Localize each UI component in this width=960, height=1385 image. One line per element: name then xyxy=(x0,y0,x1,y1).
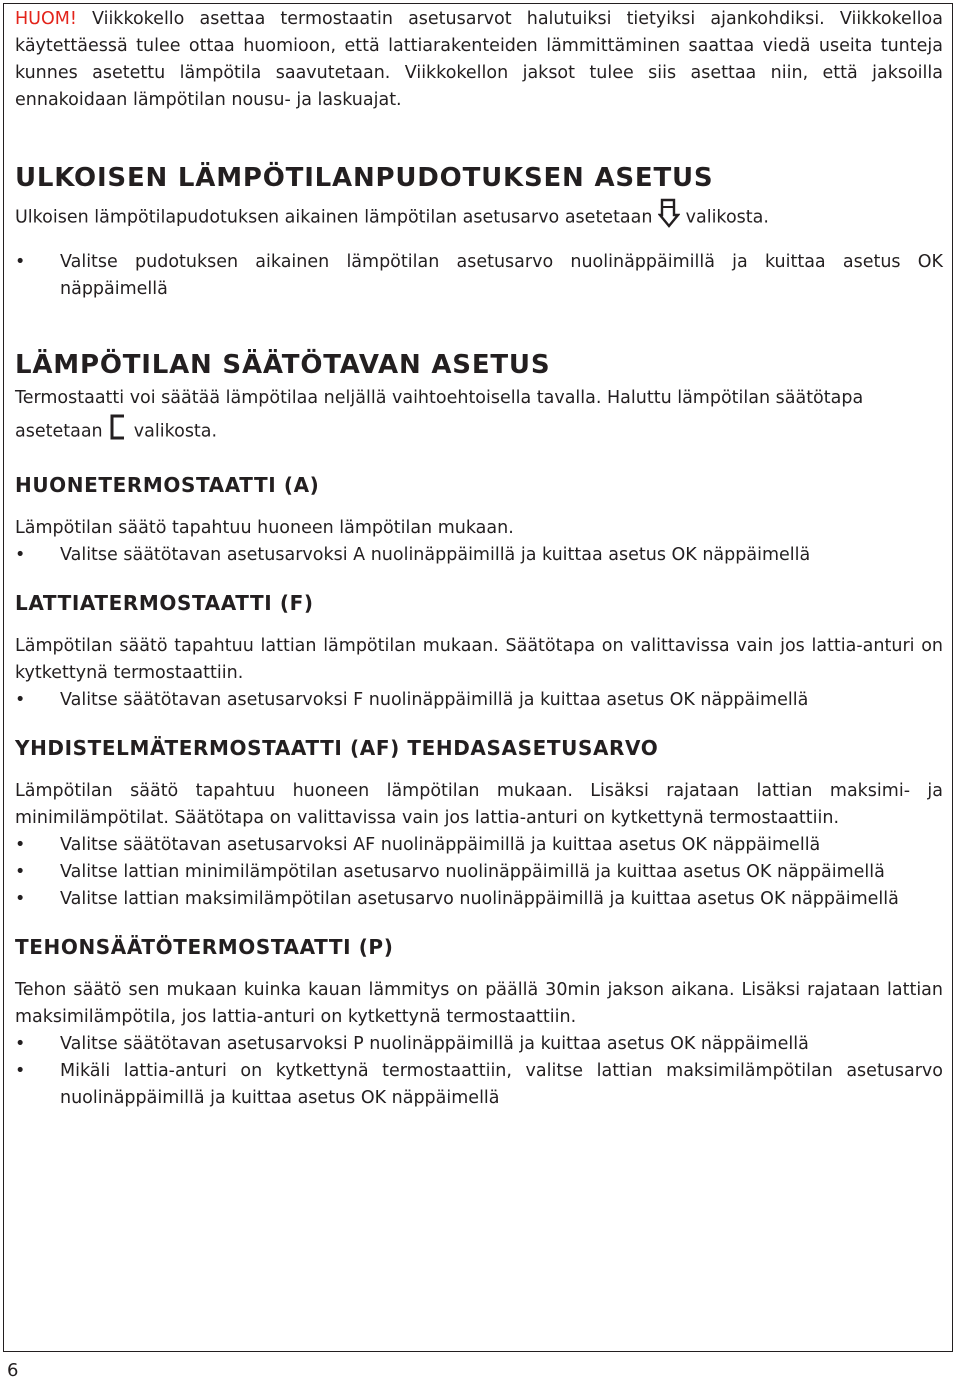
list-item: • Valitse säätötavan asetusarvoksi P nuolinäppäimillä ja kuittaa asetus OK näppäimellä xyxy=(15,1031,943,1058)
intro-paragraph xyxy=(15,6,943,114)
external-drop-text xyxy=(15,198,943,237)
segment-display-down-icon xyxy=(658,198,680,237)
mode-heading-f: LATTIATERMOSTAATTI (F) xyxy=(15,591,314,615)
warning-label: HUOM! xyxy=(15,9,77,29)
control-mode-text-before: Termostaatti voi säätää lämpötilaa neljällä vaihtoehtoisella tavalla. Haluttu lämpötilan säätötapa asetetaan xyxy=(15,388,864,442)
list-item: • Valitse lattian maksimilämpötilan asetusarvo nuolinäppäimillä ja kuittaa asetus OK näppäimellä xyxy=(15,886,943,913)
mode-p-text: Tehon säätö sen mukaan kuinka kauan lämmitys on päällä 30min jakson aikana. Lisäksi rajataan lattian maksimilämpötila, jos lattia-anturi on kytkettynä termostaattiin. xyxy=(15,980,943,1027)
list-item: • Valitse lattian minimilämpötilan asetusarvo nuolinäppäimillä ja kuittaa asetus OK näppäimellä xyxy=(15,859,943,886)
mode-heading-a: HUONETERMOSTAATTI (A) xyxy=(15,473,320,497)
mode-a-text: Lämpötilan säätö tapahtuu huoneen lämpötilan mukaan. xyxy=(15,518,514,538)
list-item: • Valitse säätötavan asetusarvoksi A nuolinäppäimillä ja kuittaa asetus OK näppäimellä xyxy=(15,542,943,569)
list-item: • Mikäli lattia-anturi on kytkettynä termostaattiin, valitse lattian maksimilämpötilan asetusarvo nuolinäppäimillä ja kuittaa asetus OK näppäimellä xyxy=(15,1058,943,1112)
segment-display-c-icon xyxy=(108,412,128,451)
mode-f-text: Lämpötilan säätö tapahtuu lattian lämpötilan mukaan. Säätötapa on valittavissa vain jos lattia-anturi on kytkettynä termostaattiin. xyxy=(15,636,943,683)
external-drop-text-before: Ulkoisen lämpötilapudotuksen aikainen lämpötilan asetusarvo asetetaan xyxy=(15,207,653,228)
section-heading-control-mode: LÄMPÖTILAN SÄÄTÖTAVAN ASETUS xyxy=(15,350,551,380)
mode-heading-af: YHDISTELMÄTERMOSTAATTI (AF) TEHDASASETUSARVO xyxy=(15,736,659,760)
list-item: • Valitse pudotuksen aikainen lämpötilan asetusarvo nuolinäppäimillä ja kuittaa asetus OK näppäimellä xyxy=(15,249,943,303)
list-item: • Valitse säätötavan asetusarvoksi AF nuolinäppäimillä ja kuittaa asetus OK näppäimellä xyxy=(15,832,943,859)
intro-text: Viikkokello asettaa termostaatin asetusarvot halutuiksi tietyiksi ajankohdiksi. Viikkokelloa käytettäessä tulee ottaa huomioon, että lattiarakenteiden lämmittäminen saattaa viedä useita tunteja kunnes asetettu lämpötila saavutetaan. Viikkokellon jaksot tulee siis asettaa niin, että jaksoilla ennakoidaan lämpötilan nousu- ja laskuajat. xyxy=(15,9,943,110)
page-content xyxy=(15,6,943,1112)
mode-heading-p: TEHONSÄÄTÖTERMOSTAATTI (P) xyxy=(15,935,394,959)
page-number: 6 xyxy=(7,1360,19,1381)
control-mode-text xyxy=(15,385,943,451)
list-item: • Valitse säätötavan asetusarvoksi F nuolinäppäimillä ja kuittaa asetus OK näppäimellä xyxy=(15,687,943,714)
external-drop-text-after: valikosta. xyxy=(685,207,769,228)
control-mode-text-after: valikosta. xyxy=(133,421,218,442)
section-heading-external-drop: ULKOISEN LÄMPÖTILANPUDOTUKSEN ASETUS xyxy=(15,163,714,193)
mode-af-text: Lämpötilan säätö tapahtuu huoneen lämpötilan mukaan. Lisäksi rajataan lattian maksimi- ja minimilämpötilat. Säätötapa on valittavissa vain jos lattia-anturi on kytkettynä termostaattiin. xyxy=(15,781,943,828)
